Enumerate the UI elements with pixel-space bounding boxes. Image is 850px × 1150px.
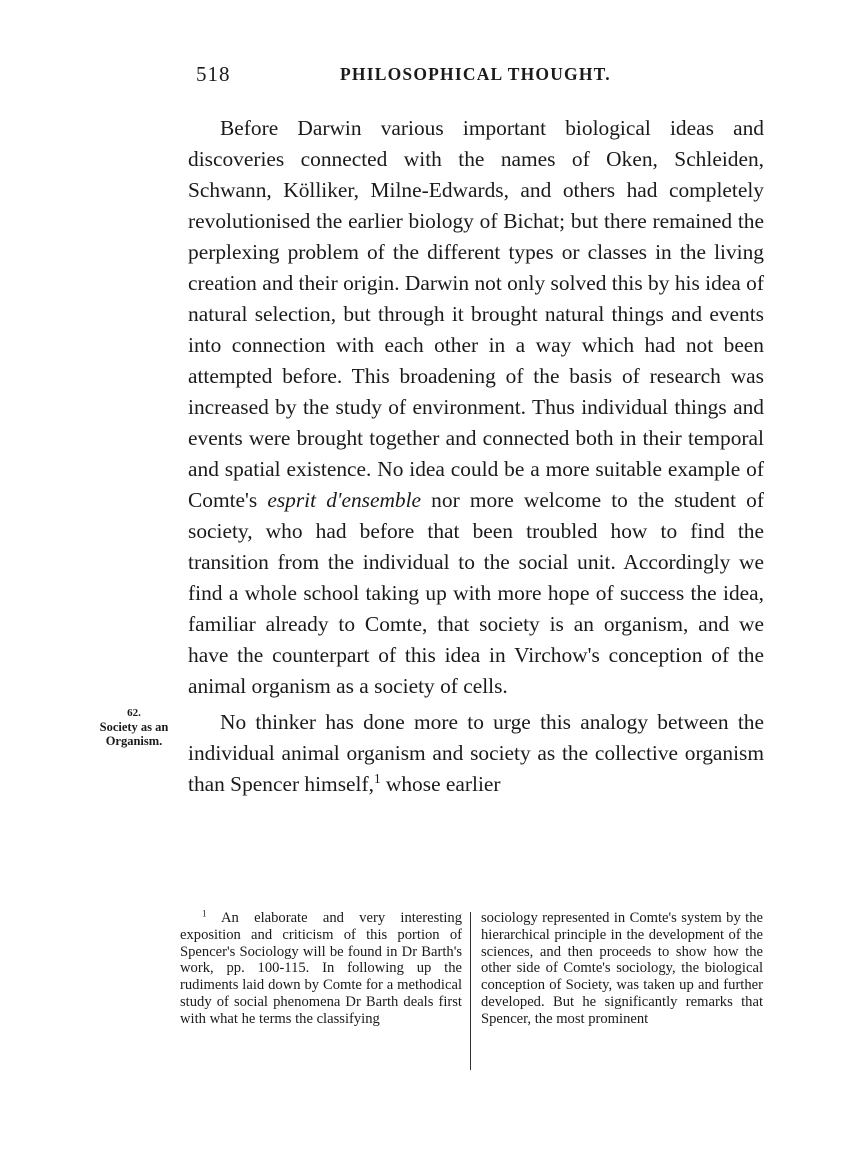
footnotes (180, 910, 766, 1070)
footnote-right-column (471, 910, 763, 1070)
footnote-marker: 1 (202, 908, 207, 919)
footnote-left-body: An elaborate and very interesting exposition and criticism of this portion of Spencer's Sociology will be found in Dr Barth's work, pp. 100-115. In following up the rudiments laid down by Comte for a methodical study of social phenomena Dr Barth deals first with what he terms the classifying (180, 910, 462, 1027)
footnote-left-text (180, 910, 462, 1028)
paragraph-1 (188, 113, 764, 702)
margin-note-label-line1: Society as an (99, 720, 169, 734)
footnote-reference: 1 (373, 771, 381, 787)
paragraph-2-text: No thinker has done more to urge this analogy between the individual animal organism and society as the collective organism than Spencer himself, (188, 710, 764, 796)
paragraph-2-tail: whose earlier (380, 772, 501, 796)
paragraph-1-part-2: nor more welcome to the student of society, who had before that been troubled how to find the transition from the individual to the social unit. Accordingly we find a whole school taking up with more hope of success the idea, familiar already to Comte, that society is an organism, and we have the counterpart of this idea in Virchow's conception of the animal organism as a society of cells. (188, 488, 764, 698)
footnote-left-column (180, 910, 470, 1070)
margin-note-number: 62. (127, 707, 141, 719)
paragraph-2 (188, 707, 764, 800)
main-text (188, 113, 764, 800)
footnote-right-body: sociology represented in Comte's system by the hierarchical principle in the development of the sciences, and then proceeds to show how the other side of Comte's sociology, the biological conception of Society, was taken up and further developed. But he significantly remarks that Spencer, the most prominent (481, 910, 763, 1027)
paragraph-1-italic-phrase: esprit d'ensemble (267, 488, 422, 512)
page-number: 518 (196, 62, 231, 86)
margin-note (88, 706, 180, 748)
margin-note-label-line2: Organism. (105, 734, 163, 748)
running-head: PHILOSOPHICAL THOUGHT. (340, 64, 611, 84)
paragraph-1-part-1: Before Darwin various important biological ideas and discoveries connected with the names of Oken, Schleiden, Schwann, Kölliker, Milne-Edwards, and others had completely revolutionised the earlier biology of Bichat; but there remained the perplexing problem of the different types or classes in the living creation and their origin. Darwin not only solved this by his idea of natural selection, but through it brought natural things and events into connection with each other in a way which had not been attempted before. This broadening of the basis of research was increased by the study of environment. Thus individual things and events were brought together and connected both in their temporal and spatial existence. No idea could be a more suitable example of Comte's (188, 116, 764, 512)
